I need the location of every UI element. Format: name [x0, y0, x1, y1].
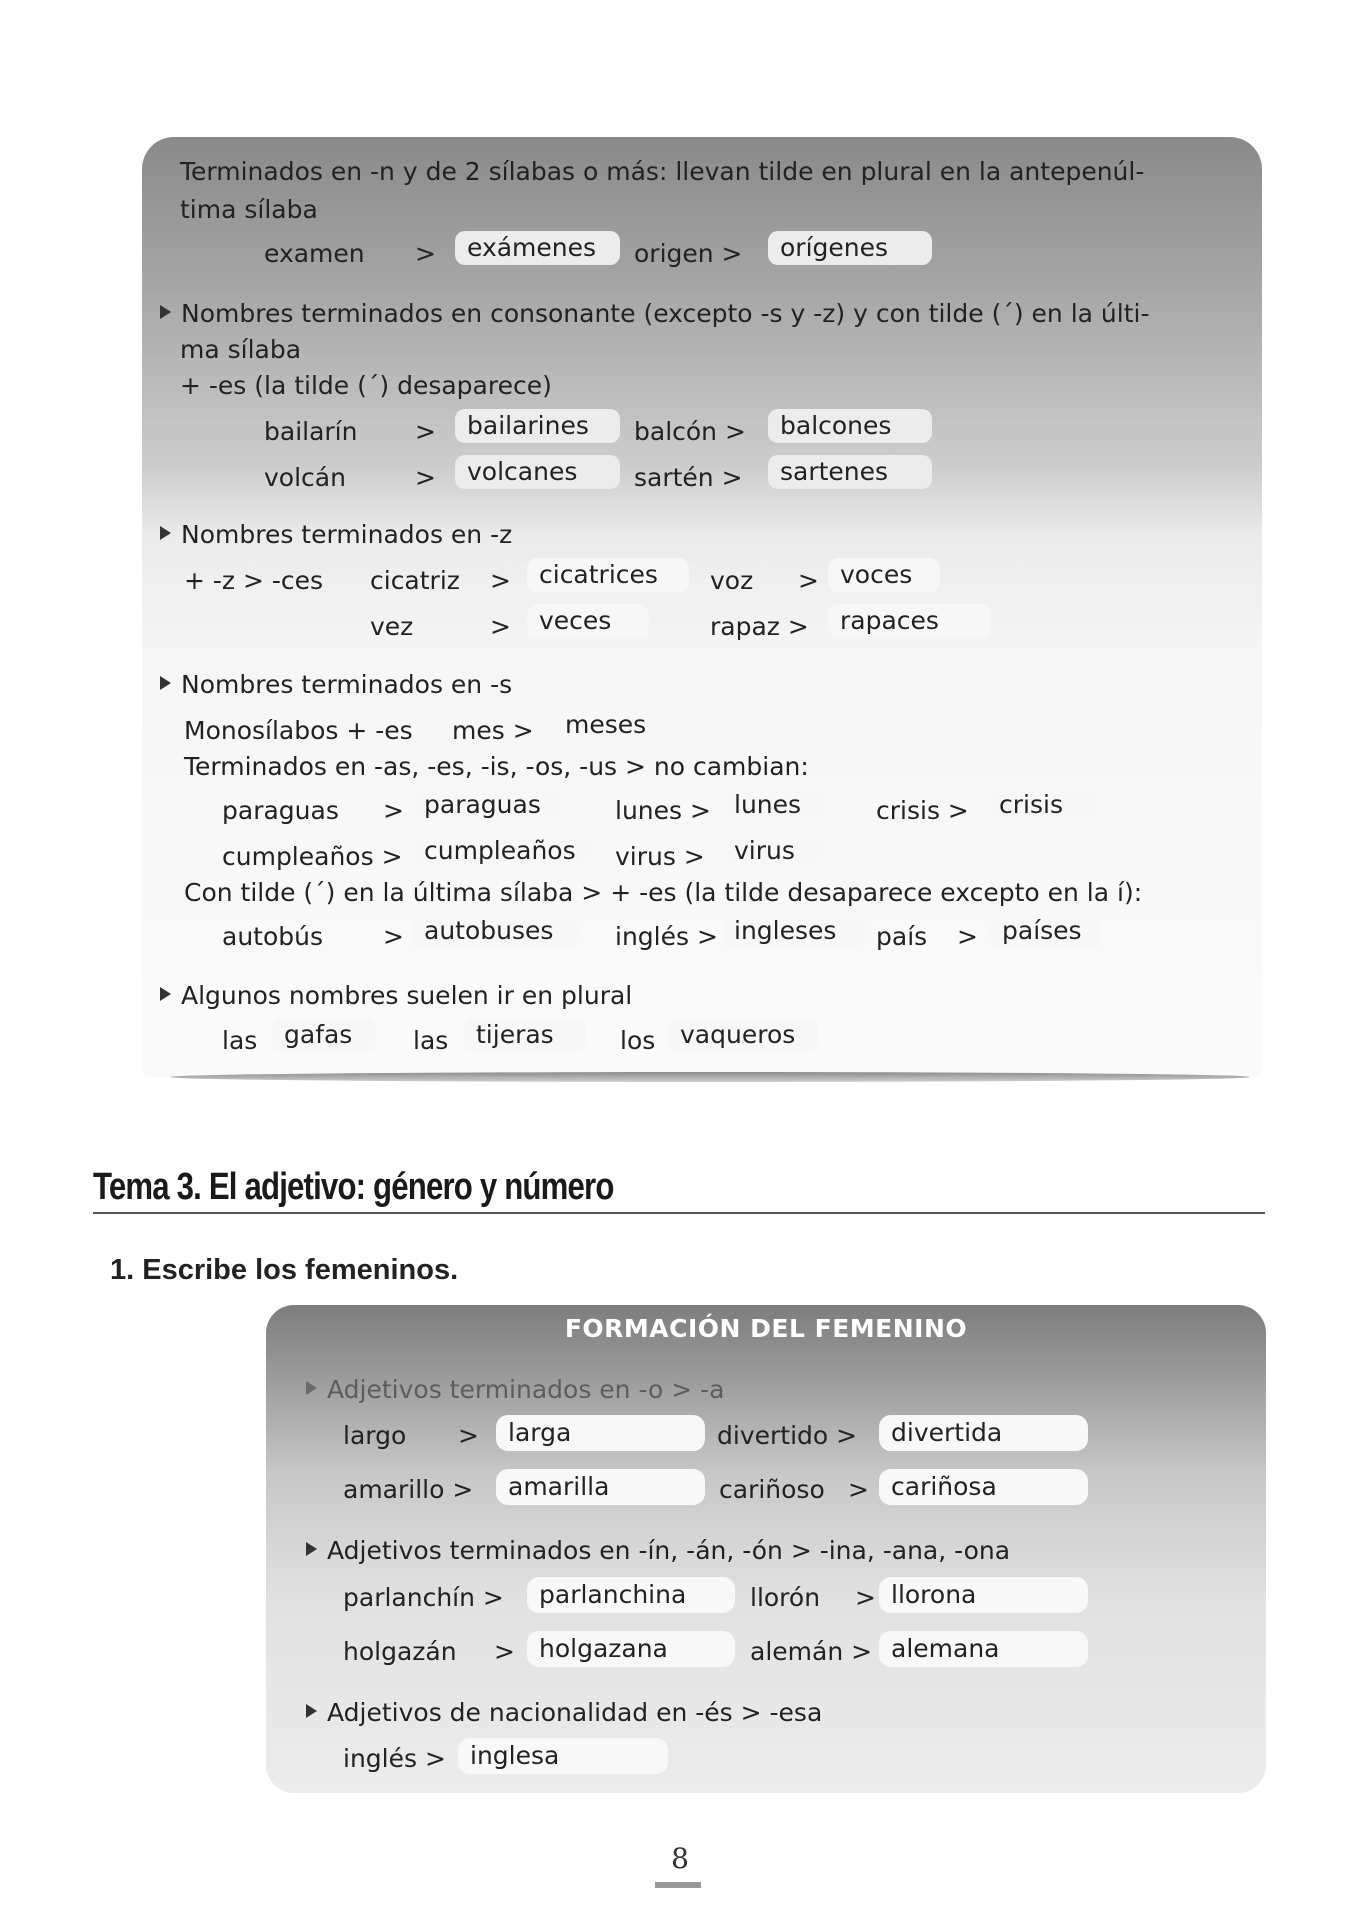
bullet-triangle-icon — [306, 1381, 317, 1395]
arrow: > — [490, 566, 511, 595]
section-consonante-title — [160, 298, 1149, 330]
word-origen: origen > — [634, 239, 743, 268]
section-title-text: Adjetivos terminados en -o > -a — [327, 1375, 725, 1404]
answer-larga[interactable]: larga — [496, 1415, 705, 1451]
word-examen: examen — [264, 239, 365, 268]
answer-paises: países — [990, 914, 1100, 948]
exercise-title: 1. Escribe los femeninos. — [110, 1254, 459, 1286]
answer-virus: virus — [722, 834, 824, 868]
answer-rapaces: rapaces — [828, 604, 990, 638]
answer-crisis: crisis — [987, 788, 1100, 822]
arrow: > — [798, 566, 819, 595]
answer-cumpleanos: cumpleaños — [412, 834, 592, 868]
section-plural-title — [160, 980, 632, 1012]
word-crisis: crisis > — [876, 796, 969, 825]
answer-veces: veces — [527, 604, 649, 638]
word-bailarin: bailarín — [264, 417, 358, 446]
arrow: > — [494, 1637, 515, 1666]
word-voz: voz — [710, 566, 754, 595]
bullet-triangle-icon — [160, 987, 171, 1001]
tema-title: Tema 3. El adjetivo: género y número — [93, 1166, 614, 1208]
word-cicatriz: cicatriz — [370, 566, 460, 595]
arrow: > — [415, 417, 436, 446]
section-s-title — [160, 669, 512, 701]
answer-autobuses: autobuses — [412, 914, 578, 948]
arrow: > — [415, 239, 436, 268]
fem-section-es-title — [306, 1697, 822, 1729]
arrow: > — [848, 1475, 869, 1504]
arrow: > — [383, 796, 404, 825]
word-ingles: inglés > — [615, 922, 718, 951]
word-mes: mes > — [452, 716, 534, 745]
article-las: las — [222, 1026, 258, 1055]
word-sarten: sartén > — [634, 463, 743, 492]
word-vez: vez — [370, 612, 414, 641]
rule-no-cambian: Terminados en -as, -es, -is, -os, -us > no cambian: — [184, 752, 809, 781]
bullet-triangle-icon — [160, 676, 171, 690]
arrow: > — [957, 922, 978, 951]
fem-section-o-title — [306, 1374, 724, 1406]
page-number-bar — [655, 1882, 701, 1888]
answer-cicatrices: cicatrices — [527, 558, 689, 592]
rule-ces: + -z > -ces — [184, 566, 324, 595]
section-consonante-title-2: ma sílaba — [180, 335, 302, 364]
word-pais: país — [876, 922, 928, 951]
word-aleman: alemán > — [750, 1637, 873, 1666]
fem-section-in-title — [306, 1535, 1010, 1567]
bullet-triangle-icon — [160, 526, 171, 540]
section-title-text: Adjetivos de nacionalidad en -és > -esa — [327, 1698, 823, 1727]
answer-balcones: balcones — [768, 409, 932, 443]
section-title-text: Algunos nombres suelen ir en plural — [181, 981, 633, 1010]
word-holgazan: holgazán — [343, 1637, 457, 1666]
answer-divertida[interactable]: divertida — [879, 1415, 1088, 1451]
word-autobus: autobús — [222, 922, 324, 951]
answer-meses: meses — [553, 708, 668, 742]
arrow: > — [415, 463, 436, 492]
answer-alemana[interactable]: alemana — [879, 1631, 1088, 1667]
word-divertido: divertido > — [717, 1421, 858, 1450]
article-los: los — [620, 1026, 656, 1055]
answer-volcanes: volcanes — [455, 455, 620, 489]
word-lunes: lunes > — [615, 796, 711, 825]
word-ingles-adj: inglés > — [343, 1744, 446, 1773]
bullet-triangle-icon — [160, 305, 171, 319]
answer-carinosa[interactable]: cariñosa — [879, 1469, 1088, 1505]
answer-lunes: lunes — [722, 788, 824, 822]
intro-line-2: tima sílaba — [180, 195, 318, 224]
word-volcan: volcán — [264, 463, 346, 492]
answer-origenes: orígenes — [768, 231, 932, 265]
answer-llorona[interactable]: llorona — [879, 1577, 1088, 1613]
arrow: > — [490, 612, 511, 641]
section-title-text: Nombres terminados en -s — [181, 670, 513, 699]
word-largo: largo — [343, 1421, 407, 1450]
arrow: > — [855, 1583, 876, 1612]
answer-voces: voces — [828, 558, 940, 592]
answer-sartenes: sartenes — [768, 455, 932, 489]
answer-ingleses: ingleses — [722, 914, 865, 948]
answer-vaqueros: vaqueros — [668, 1018, 818, 1052]
rule-es: + -es (la tilde (´) desaparece) — [180, 371, 552, 400]
article-las: las — [413, 1026, 449, 1055]
arrow: > — [383, 922, 404, 951]
rule-tilde: Con tilde (´) en la última sílaba > + -es (la tilde desaparece excepto en la í): — [184, 878, 1143, 907]
answer-parlanchina[interactable]: parlanchina — [527, 1577, 735, 1613]
tema-rule — [93, 1212, 1265, 1214]
answer-inglesa[interactable]: inglesa — [458, 1738, 668, 1774]
section-title-text: Adjetivos terminados en -ín, -án, -ón > -ina, -ana, -ona — [327, 1536, 1011, 1565]
answer-bailarines: bailarines — [455, 409, 620, 443]
word-paraguas: paraguas — [222, 796, 339, 825]
word-balcon: balcón > — [634, 417, 746, 446]
answer-tijeras: tijeras — [464, 1018, 586, 1052]
answer-holgazana[interactable]: holgazana — [527, 1631, 735, 1667]
arrow: > — [458, 1421, 479, 1450]
word-carinoso: cariñoso — [719, 1475, 825, 1504]
word-lloron: llorón — [750, 1583, 821, 1612]
bullet-triangle-icon — [306, 1704, 317, 1718]
femenino-box-title: FORMACIÓN DEL FEMENINO — [564, 1314, 968, 1343]
section-title-text: Nombres terminados en -z — [181, 520, 513, 549]
section-title-text: Nombres terminados en consonante (excepto -s y -z) y con tilde (´) en la últi- — [181, 299, 1150, 328]
answer-amarilla[interactable]: amarilla — [496, 1469, 705, 1505]
section-z-title — [160, 519, 512, 551]
answer-examenes: exámenes — [455, 231, 620, 265]
word-cumpleanos: cumpleaños > — [222, 842, 403, 871]
word-virus: virus > — [615, 842, 705, 871]
intro-line-1: Terminados en -n y de 2 sílabas o más: llevan tilde en plural en la antepenúl- — [180, 157, 1145, 186]
box-shadow — [170, 1072, 1250, 1082]
bullet-triangle-icon — [306, 1542, 317, 1556]
word-rapaz: rapaz > — [710, 612, 809, 641]
word-parlanchin: parlanchín > — [343, 1583, 504, 1612]
page-number: 8 — [671, 1842, 689, 1875]
answer-paraguas: paraguas — [412, 788, 562, 822]
rule-monosilabos: Monosílabos + -es — [184, 716, 413, 745]
word-amarillo: amarillo > — [343, 1475, 474, 1504]
answer-gafas: gafas — [272, 1018, 376, 1052]
